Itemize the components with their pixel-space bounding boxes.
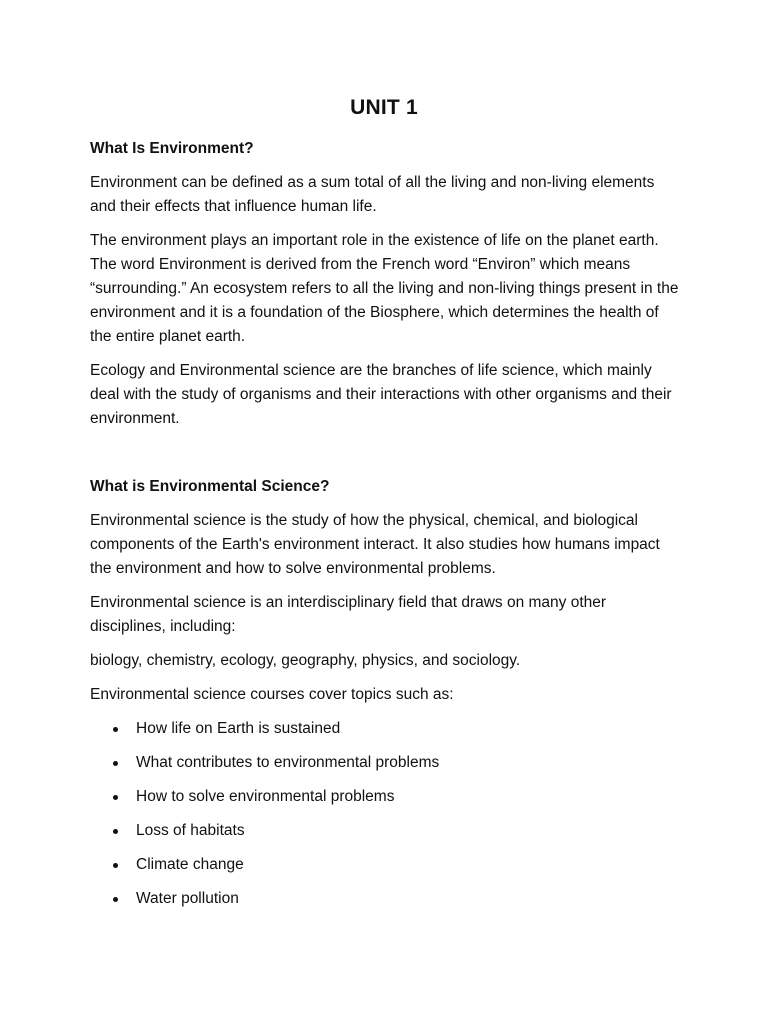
paragraph: biology, chemistry, ecology, geography, physics, and sociology. bbox=[90, 652, 521, 669]
paragraph: The environment plays an important role in the existence of life on the planet earth. The word Environment is derived from the French word “Environ” which means “surrounding.” An ecosystem refers to all the living and non-living things present in the environment and it is a foundation of the Biosphere, which determines the health of the entire planet earth. bbox=[90, 232, 679, 345]
list-item bbox=[90, 819, 680, 843]
bullet-icon bbox=[113, 897, 118, 902]
list-item bbox=[90, 785, 680, 809]
list-item-text: Loss of habitats bbox=[136, 822, 245, 839]
bullet-icon bbox=[113, 727, 118, 732]
paragraph: Environmental science is an interdisciplinary field that draws on many other disciplines, including: bbox=[90, 594, 607, 635]
page-title: UNIT 1 bbox=[350, 96, 418, 119]
bullet-icon bbox=[113, 761, 118, 766]
list-item bbox=[90, 717, 680, 741]
list-item-text: How life on Earth is sustained bbox=[136, 720, 341, 737]
paragraph: Environmental science is the study of how the physical, chemical, and biological components of the Earth's environment interact. It also studies how humans impact the environment and how to solve environmental problems. bbox=[90, 512, 660, 577]
list-item-text: Water pollution bbox=[136, 890, 239, 907]
bullet-icon bbox=[113, 863, 118, 868]
topics-list bbox=[90, 717, 680, 911]
list-item bbox=[90, 751, 680, 775]
section-heading-environment: What Is Environment? bbox=[90, 140, 254, 157]
list-item-text: How to solve environmental problems bbox=[136, 788, 395, 805]
paragraph: Environmental science courses cover topics such as: bbox=[90, 686, 454, 703]
bullet-icon bbox=[113, 829, 118, 834]
paragraph: Environment can be defined as a sum total of all the living and non-living elements and their effects that influence human life. bbox=[90, 174, 655, 215]
document-body bbox=[90, 137, 680, 921]
list-item-text: Climate change bbox=[136, 856, 244, 873]
paragraph: Ecology and Environmental science are the branches of life science, which mainly deal with the study of organisms and their interactions with other organisms and their environment. bbox=[90, 362, 672, 427]
bullet-icon bbox=[113, 795, 118, 800]
section-spacer bbox=[90, 441, 680, 475]
list-item-text: What contributes to environmental problems bbox=[136, 754, 440, 771]
section-heading-environmental-science: What is Environmental Science? bbox=[90, 478, 330, 495]
list-item bbox=[90, 853, 680, 877]
list-item bbox=[90, 887, 680, 911]
